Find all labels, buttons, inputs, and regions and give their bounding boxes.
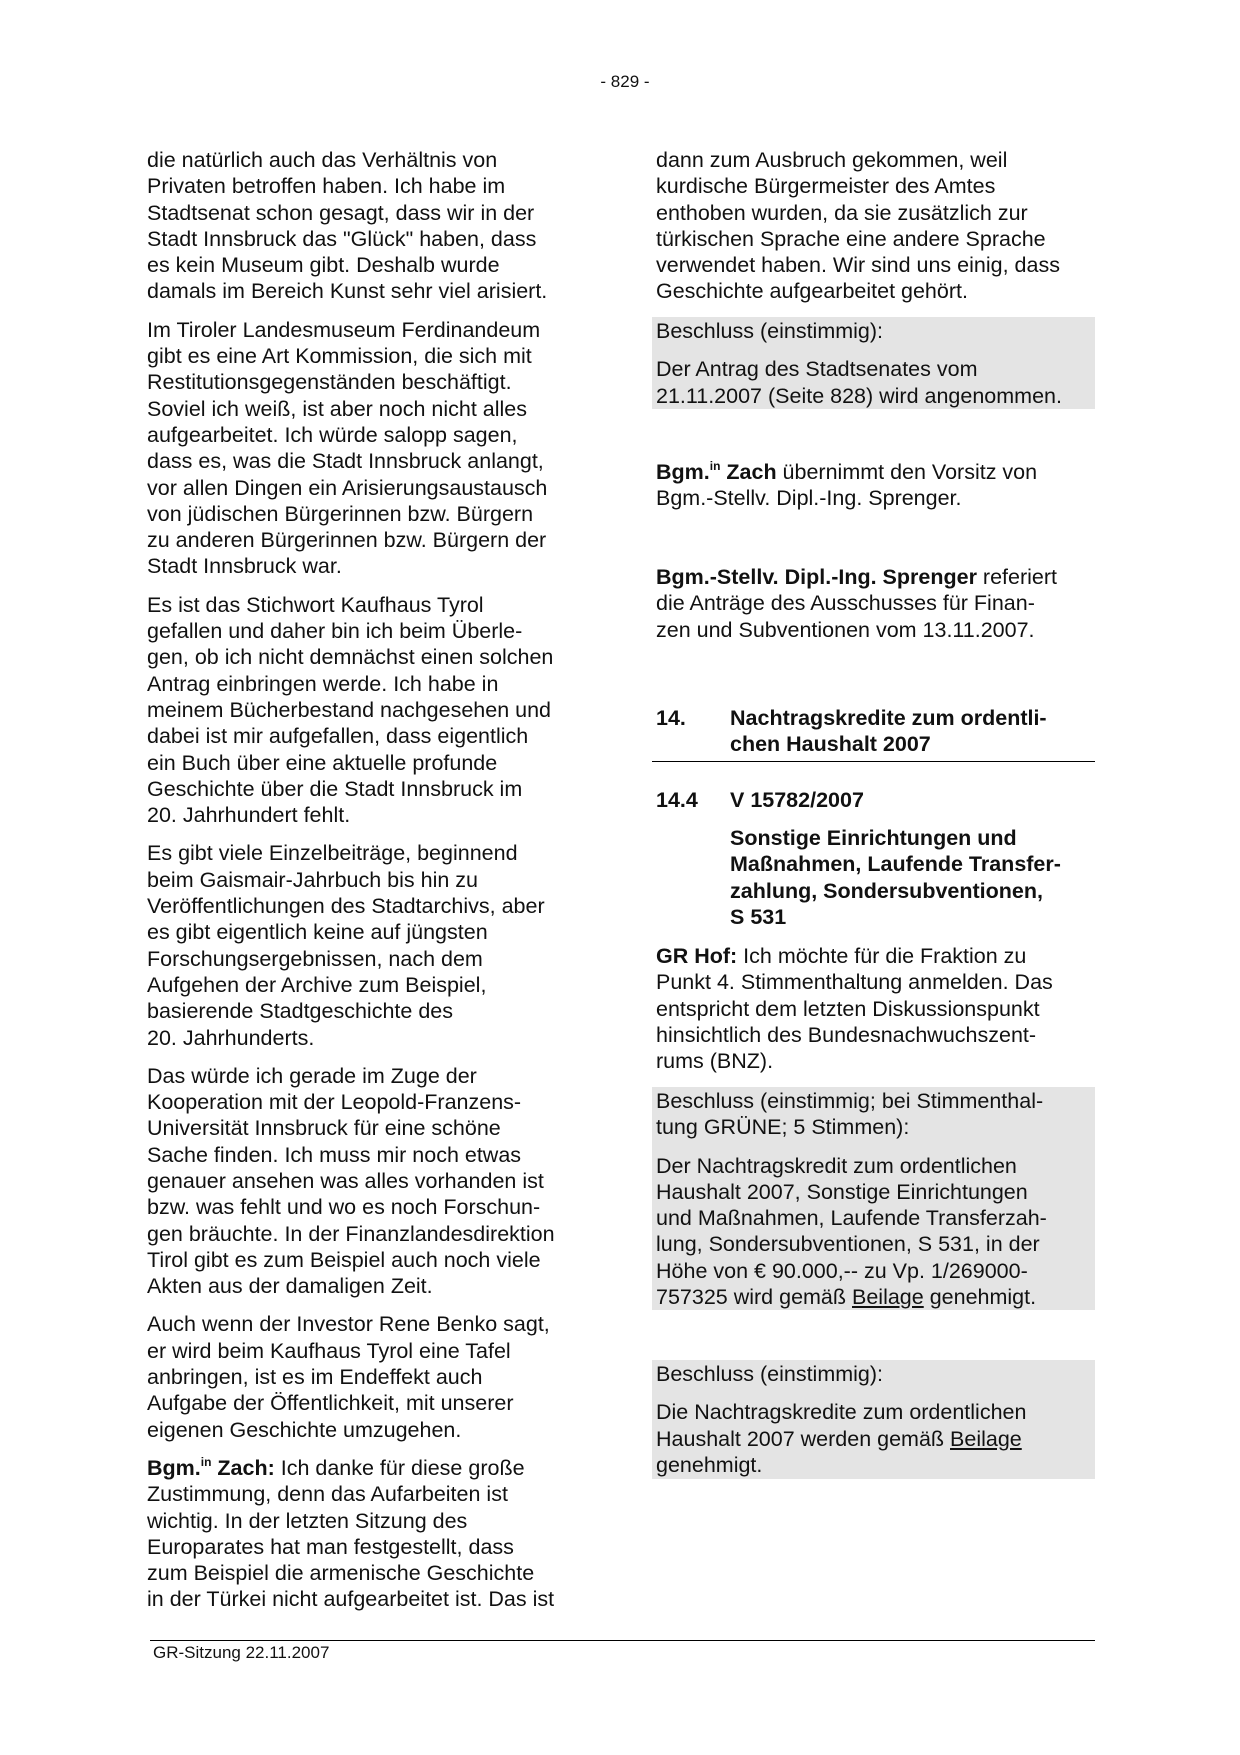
text-line: Privaten betroffen haben. Ich habe im [147,174,506,199]
left-column [147,147,597,1625]
speaker-paragraph [147,1455,597,1613]
resolution-box [652,1087,1095,1310]
text-line: Höhe von € 90.000,-- zu Vp. 1/269000- [656,1258,1028,1283]
resolution-box [652,1360,1095,1479]
text-line: Sache finden. Ich muss mir noch etwas [147,1142,522,1167]
text-line: gen, ob ich nicht demnächst einen solchen [147,645,554,670]
chair-change-paragraph [656,459,1096,512]
paragraph [147,840,597,1050]
speaker-name: Bgm. [147,1455,201,1480]
text-line: vor allen Dingen ein Arisierungsaustausch [147,475,548,500]
text-line: Soviel ich weiß, ist aber noch nicht alles [147,396,528,421]
text-line: lung, Sondersubventionen, S 531, in der [656,1232,1040,1257]
resolution-label [656,318,1095,344]
text-line: 21.11.2007 (Seite 828) wird angenommen. [656,383,1062,408]
text-line: Kooperation mit der Leopold-Franzens- [147,1090,522,1115]
text-line: Es gibt viele Einzelbeiträge, beginnend [147,841,518,866]
text-run: 757325 wird gemäß [656,1285,852,1310]
text-line: Geschichte aufgearbeitet gehört. [656,279,968,304]
paragraph [147,317,597,580]
text-line: zahlung, Sondersubventionen, [730,878,1043,903]
text-line: türkischen Sprache eine andere Sprache [656,226,1046,251]
text-line: zu anderen Bürgerinnen bzw. Bürgern der [147,528,547,553]
subsection-title [656,825,1170,930]
text-line [656,459,1096,485]
footer-text: GR-Sitzung 22.11.2007 [153,1643,330,1662]
text-line: hinsichtlich des Bundesnachwuchszent- [656,1022,1037,1047]
text-run: Ich möchte für die Fraktion zu [737,944,1027,968]
text-line: Universität Innsbruck für eine schöne [147,1116,501,1141]
text-run: übernimmt den Vorsitz von [776,460,1038,484]
text-line: rums (BNZ). [656,1049,774,1074]
text-line: Im Tiroler Landesmuseum Ferdinandeum [147,317,541,342]
resolution-box [652,317,1095,409]
text-line: genauer ansehen was alles vorhanden ist [147,1168,544,1193]
text-line: Tirol gibt es zum Beispiel auch noch viele [147,1247,541,1272]
text-line: und Maßnahmen, Laufende Transferzah- [656,1206,1047,1231]
text-line: Forschungsergebnissen, nach dem [147,946,483,971]
text-line: dass es, was die Stadt Innsbruck anlangt, [147,449,544,474]
text-line [656,1426,1095,1452]
speaker-name: in [709,459,721,473]
paragraph [147,147,597,305]
paragraph [147,592,597,829]
text-line [656,943,1096,969]
resolution-text [656,1399,1095,1478]
paragraph [147,1063,597,1300]
text-line: verwendet haben. Wir sind uns einig, dass [656,253,1060,278]
text-line: 20. Jahrhundert fehlt. [147,803,351,828]
text-line: Die Nachtragskredite zum ordentlichen [656,1400,1027,1425]
speaker-name: GR Hof: [656,944,738,968]
statement-paragraph [656,943,1096,1074]
text-run: Ich danke für diese große [274,1455,525,1480]
speaker-name: Zach [720,460,777,484]
text-line: zum Beispiel die armenische Geschichte [147,1561,535,1586]
speaker-name: in [200,1454,212,1469]
text-line: er wird beim Kaufhaus Tyrol eine Tafel [147,1338,511,1363]
text-line: enthoben wurden, da sie zusätzlich zur [656,200,1028,225]
text-line: tung GRÜNE; 5 Stimmen): [656,1115,910,1140]
text-line: wichtig. In der letzten Sitzung des [147,1508,468,1533]
text-line: in der Türkei nicht aufgearbeitet ist. Das ist [147,1587,555,1612]
text-line: anbringen, ist es im Endeffekt auch [147,1365,483,1390]
text-line: bzw. was fehlt und wo es noch Forschun- [147,1195,541,1220]
text-line: Stadt Innsbruck war. [147,554,342,579]
text-line: Beschluss (einstimmig): [656,1362,883,1386]
text-line: Europarates hat man festgestellt, dass [147,1534,514,1559]
text-line: Haushalt 2007, Sonstige Einrichtungen [656,1179,1028,1204]
subsection-heading [656,787,1096,813]
text-line: Geschichte über die Stadt Innsbruck im [147,776,523,801]
text-line: Zustimmung, denn das Aufarbeiten ist [147,1482,508,1507]
text-line [656,564,1096,590]
text-line: Es ist das Stichwort Kaufhaus Tyrol [147,592,484,617]
text-line: dann zum Ausbruch gekommen, weil [656,148,1008,172]
text-line: meinem Bücherbestand nachgesehen und [147,697,552,722]
text-line: gibt es eine Art Kommission, die sich mit [147,344,532,369]
text-line: die Anträge des Ausschusses für Finan- [656,591,1035,616]
report-paragraph [656,564,1096,643]
text-line: Maßnahmen, Laufende Transfer- [730,852,1061,877]
text-line: genehmigt. [656,1452,763,1477]
beilage-link[interactable]: Beilage [852,1285,924,1310]
speaker-name: Bgm. [656,460,710,484]
text-line: Aufgabe der Öffentlichkeit, mit unserer [147,1391,514,1416]
text-run: referiert [976,565,1057,589]
text-line: ein Buch über eine aktuelle profunde [147,750,498,775]
continuation-paragraph [656,147,1096,305]
text-line: Stadt Innsbruck das "Glück" haben, dass [147,226,537,251]
text-line: Bgm.-Stellv. Dipl.-Ing. Sprenger. [656,486,962,511]
section-heading [656,705,1096,758]
text-line: gefallen und daher bin ich beim Überle- [147,619,523,644]
text-line: entspricht dem letzten Diskussionspunkt [656,996,1040,1021]
text-line: Veröffentlichungen des Stadtarchivs, aber [147,894,545,919]
text-line: basierende Stadtgeschichte des [147,999,453,1024]
text-run: genehmigt. [923,1285,1037,1310]
text-line: Sonstige Einrichtungen und [730,826,1017,850]
text-line: eigenen Geschichte umzugehen. [147,1417,462,1442]
footer-divider [150,1640,1095,1641]
text-line: Auch wenn der Investor Rene Benko sagt, [147,1312,550,1337]
page-number: - 829 - [600,72,650,91]
text-line: beim Gaismair-Jahrbuch bis hin zu [147,867,478,892]
resolution-text [656,1153,1095,1311]
subsection-ref: V 15782/2007 [730,788,864,812]
text-line: Akten aus der damaligen Zeit. [147,1274,433,1299]
resolution-label [656,1088,1095,1141]
text-line: dabei ist mir aufgefallen, dass eigentlich [147,724,529,749]
section-title-line: Nachtragskredite zum ordentli- [730,706,1047,730]
paragraph [147,1311,597,1442]
subsection-number: 14.4 [656,788,698,812]
text-line: kurdische Bürgermeister des Amtes [656,174,996,199]
text-line: gen bräuchte. In der Finanzlandesdirektion [147,1221,555,1246]
text-line: die natürlich auch das Verhältnis von [147,148,498,172]
text-line: Beschluss (einstimmig; bei Stimmenthal- [656,1089,1044,1113]
speaker-name: Zach: [211,1455,275,1480]
beilage-link[interactable]: Beilage [950,1426,1022,1451]
text-line: Stadtsenat schon gesagt, dass wir in der [147,200,535,225]
resolution-label [656,1361,1095,1387]
text-line: Restitutionsgegenständen beschäftigt. [147,370,512,395]
text-run: Haushalt 2007 werden gemäß [656,1426,951,1451]
text-line: es kein Museum gibt. Deshalb wurde [147,253,500,278]
text-line: Der Antrag des Stadtsenates vom [656,357,978,382]
section-divider [652,761,1095,762]
section-number: 14. [656,706,686,730]
text-line: es gibt eigentlich keine auf jüngsten [147,920,488,945]
text-line [147,1455,597,1481]
text-line: Punkt 4. Stimmenthaltung anmelden. Das [656,970,1053,995]
text-line: aufgearbeitet. Ich würde salopp sagen, [147,422,518,447]
text-line: S 531 [730,904,787,929]
speaker-name: Bgm.-Stellv. Dipl.-Ing. Sprenger [656,565,977,589]
text-line: Aufgehen der Archive zum Beispiel, [147,972,487,997]
resolution-text [656,356,1095,409]
text-line: Antrag einbringen werde. Ich habe in [147,671,499,696]
text-line: Das würde ich gerade im Zuge der [147,1063,477,1088]
text-line: damals im Bereich Kunst sehr viel arisiert. [147,279,548,304]
text-line: Beschluss (einstimmig): [656,319,883,343]
text-line: Der Nachtragskredit zum ordentlichen [656,1153,1017,1178]
text-line: zen und Subventionen vom 13.11.2007. [656,617,1035,642]
text-line: 20. Jahrhunderts. [147,1025,315,1050]
section-title-line: chen Haushalt 2007 [730,732,931,757]
text-line: von jüdischen Bürgerinnen bzw. Bürgern [147,501,534,526]
text-line [656,1284,1095,1310]
